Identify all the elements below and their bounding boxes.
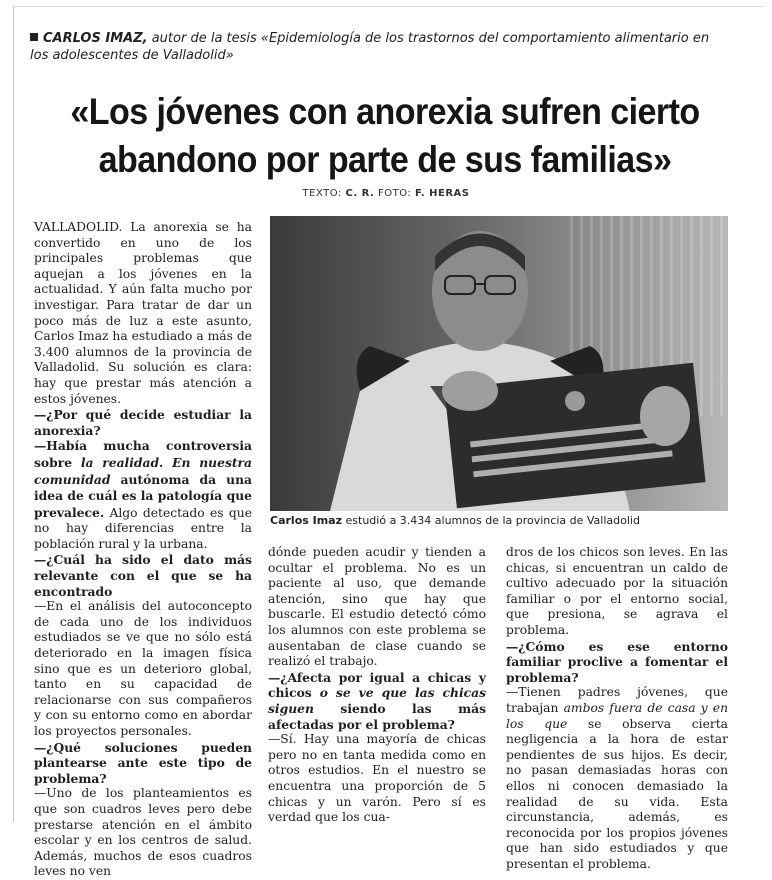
caption-name: Carlos Imaz [270, 514, 343, 527]
column-1 [34, 220, 252, 880]
answer-1-highlight: la realidad. En nuestra comunidad [34, 454, 252, 487]
question-1: —¿Por qué decide estudiar la anorexia? [34, 407, 252, 438]
text-credit-label: TEXTO: [302, 188, 342, 199]
answer-3: —Uno de los planteamientos es que son cuadros leves pero debe prestarse atención en el ámbito escolar y en los centros de salud. Además, muchos de esos cuadros leves no ven [34, 786, 252, 879]
answer-1-bold-rest: autónoma da una idea de cuál es la patología que prevalece. [34, 471, 252, 520]
answer-3-continued: dónde pueden acudir y tienden a ocultar el problema. No es un paciente al uso, que demande atención, sino que hay que buscarle. El estudio detectó cómo los alumnos con este problema se ausentaban de clase cuando se realizó el trabajo. [268, 545, 486, 669]
photo-image [270, 216, 728, 511]
answer-5-start: —Tienen padres jóvenes, que trabajan [506, 685, 728, 715]
answer-5 [506, 685, 728, 872]
question-5: —¿Cómo es ese entorno familiar proclive a fomentar el problema? [506, 638, 728, 685]
question-2: —¿Cuál ha sido el dato más relevante con el que se ha encontrado [34, 552, 252, 599]
question-3: —¿Qué soluciones pueden plantearse ante este tipo de problema? [34, 739, 252, 786]
question-4-highlight: o se ve que las chicas siguen [268, 685, 486, 716]
question-4-start: —¿Afecta por igual a chicas y chicos [268, 669, 486, 701]
text-credit-author: C. R. [345, 188, 375, 199]
answer-1-start: —Había mucha controversia sobre [34, 438, 252, 470]
answer-4: —Sí. Hay una mayoría de chicas pero no en tanta medida como en otros estudios. En el nuestro se encuentra una proporción de 5 chicas y un varón. Pero sí es verdad que los cua- [268, 732, 486, 825]
column-2 [268, 545, 486, 826]
question-4-end: siendo las más afectadas por el problema? [268, 700, 486, 732]
answer-5-highlight: ambos fuera de casa y en los que [506, 700, 729, 731]
photo-caption [270, 514, 728, 527]
article-photo [270, 216, 728, 511]
answer-1-rest: Algo detectado es que no hay diferencias entre la población rural y la urbana. [34, 505, 252, 551]
kicker-name: CARLOS IMAZ, [43, 31, 148, 46]
answer-2: —En el análisis del autoconcepto de cada uno de los individuos estudiados se ve que no sólo está deteriorado en la imagen física sino que es un deterioro global, tanto en su capacidad de relacionarse con sus compañeros y con su entorno como en abordar los proyectos personales. [34, 599, 252, 738]
question-4 [268, 670, 486, 732]
column-3 [506, 545, 728, 872]
headline-line-2: abandono por parte de sus familias» [98, 139, 672, 180]
kicker [30, 30, 730, 64]
headline [68, 88, 703, 184]
answer-1 [34, 438, 252, 552]
intro-paragraph: VALLADOLID. La anorexia se ha convertido en uno de los principales problemas que aquejan a los jóvenes en la actualidad. Y aún falta mucho por investigar. Para tratar de dar un poco más de luz a este asunto, Carlos Imaz ha estudiado a más de 3.400 alumnos de la provincia de Valladolid. Su solución es clara: hay que prestar más atención a estos jóvenes. [34, 220, 252, 406]
headline-line-1: «Los jóvenes con anorexia sufren cierto [70, 91, 700, 132]
kicker-text: autor de la tesis «Epidemiología de los trastornos del comportamiento alimentario en los adolescentes de Valladolid» [30, 31, 710, 63]
answer-4-continued: dros de los chicos son leves. En las chicas, si encuentran un caldo de cultivo adecuado por la situación familiar o por el entorno social, que presiona, se agrava el problema. [506, 545, 728, 637]
square-bullet-icon [30, 33, 38, 41]
byline [0, 188, 772, 199]
photo-credit-author: F. HERAS [414, 188, 470, 199]
answer-5-end: se observa cierta negligencia a la hora de estar pendientes de sus hijos. Es decir, no pasan demasiadas horas con ellos ni conocen demasiado la realidad de su vida. Esta circunstancia, además, es reconocida por los propios jóvenes que han sido estudiados y que presentan el problema. [506, 716, 728, 871]
caption-text: estudió a 3.434 alumnos de la provincia de Valladolid [345, 514, 640, 527]
photo-credit-label: FOTO: [378, 188, 412, 199]
